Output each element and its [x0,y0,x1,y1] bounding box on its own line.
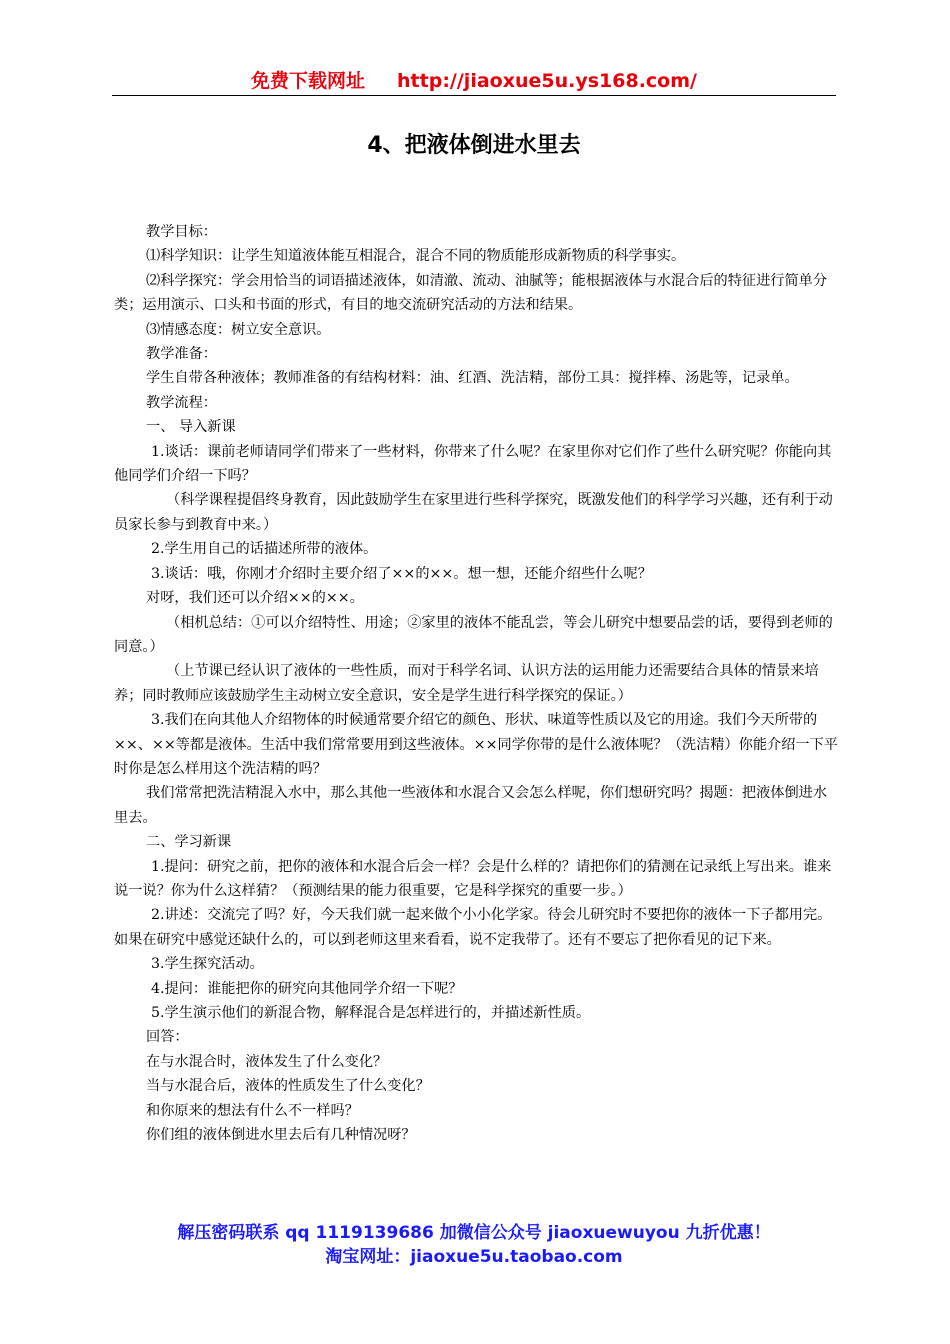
section-1-heading: 一、 导入新课 [146,419,236,436]
section-1-item: 对呀，我们还可以介绍××的××。 [146,590,364,607]
section-1-item: 2.学生用自己的话描述所带的液体。 [151,541,378,558]
header-divider [112,95,836,96]
section-2-heading: 二、学习新课 [146,834,232,851]
question-item: 在与水混合时，液体发生了什么变化？ [146,1053,388,1070]
prep-text: 学生自带各种液体；教师准备的有结构材料：油、红酒、洗洁精，部份工具：搅拌棒、汤匙等，记录单。 [146,370,799,387]
section-2-item: 4.提问：谁能把你的研究向其他同学介绍一下呢？ [151,980,463,997]
section-1-note: （科学课程提倡终身教育，因此鼓励学生在家里进行些科学探究，既激发他们的科学学习兴趣，还有利于动员家长参与到教育中来。） [114,492,833,533]
section-2-item: 5.学生演示他们的新混合物，解释混合是怎样进行的，并描述新性质。 [151,1005,591,1021]
goal-knowledge: ⑴科学知识：让学生知道液体能互相混合，混合不同的物质能形成新物质的科学事实。 [146,248,686,265]
section-2-item: 3.学生探究活动。 [151,956,264,973]
question-item: 你们组的液体倒进水里去后有几种情况呀？ [146,1127,416,1144]
page-header [112,66,836,93]
section-1-item: 3.我们在向其他人介绍物体的时候通常要介绍它的颜色、形状、味道等性质以及它的用途。我们今天所带的××、××等都是液体。生活中我们常常要用到这些液体。××同学你带的是什么液体呢？（洗洁精）你能介绍一下平时你是怎么样用这个洗洁精的吗？ [114,712,838,777]
section-2-item: 1.提问：研究之前，把你的液体和水混合后会一样？会是什么样的？请把你们的猜测在记录纸上写出来。谁来说一说？你为什么这样猜？（预测结果的能力很重要，它是科学探究的重要一步。） [114,858,832,899]
goal-inquiry: ⑵科学探究：学会用恰当的词语描述液体，如清澈、流动、油腻等；能根据液体与水混合后的特征进行简单分类；运用演示、口头和书面的形式，有目的地交流研究活动的方法和结果。 [114,272,828,314]
section-1-item: 我们常常把洗洁精混入水中，那么其他一些液体和水混合又会怎么样呢，你们想研究吗？揭题：把液体倒进水里去。 [114,785,828,826]
footer-contact: 解压密码联系 qq 1119139686 加微信公众号 jiaoxuewuyou 九折优惠！ [177,1223,771,1243]
goal-attitude: ⑶情感态度：树立安全意识。 [146,321,331,338]
document-title: 4、把液体倒进水里去 [367,133,581,158]
header-url-link[interactable]: http://jiaoxue5u.ys168.com/ [397,70,697,92]
section-1-item: 1.谈话：课前老师请同学们带来了一些材料，你带来了什么呢？在家里你对它们作了些什么研究呢？你能向其他同学们介绍一下吗？ [114,443,832,485]
question-item: 和你原来的想法有什么不一样吗？ [146,1102,359,1119]
section-2-item: 2.讲述：交流完了吗？好，今天我们就一起来做个小小化学家。待会儿研究时不要把你的液体一下子都用完。如果在研究中感觉还缺什么的，可以到老师这里来看看，说不定我带了。还有不要忘了把你看见的记下来。 [114,907,832,948]
section-1-item: 3.谈话：哦，你刚才介绍时主要介绍了××的××。想一想，还能介绍些什么呢？ [151,565,652,582]
goal-heading: 教学目标： [146,224,217,240]
footer-shop-link[interactable]: 淘宝网址：jiaoxue5u.taobao.com [325,1247,623,1267]
header-label: 免费下载网址 [251,70,366,92]
answer-heading: 回答： [146,1029,189,1046]
document-body [114,220,838,1147]
section-1-note: （相机总结：①可以介绍特性、用途；②家里的液体不能乱尝，等会儿研究中想要品尝的话，要得到老师的同意。） [114,614,833,655]
question-item: 当与水混合后，液体的性质发生了什么变化？ [146,1078,430,1095]
prep-heading: 教学准备： [146,346,217,363]
flow-heading: 教学流程： [146,394,217,411]
section-1-note: （上节课已经认识了液体的一些性质，而对于科学名词、认识方法的运用能力还需要结合具体的情景来培养；同时教师应该鼓励学生主动树立安全意识，安全是学生进行科学探究的保证。） [114,663,819,704]
